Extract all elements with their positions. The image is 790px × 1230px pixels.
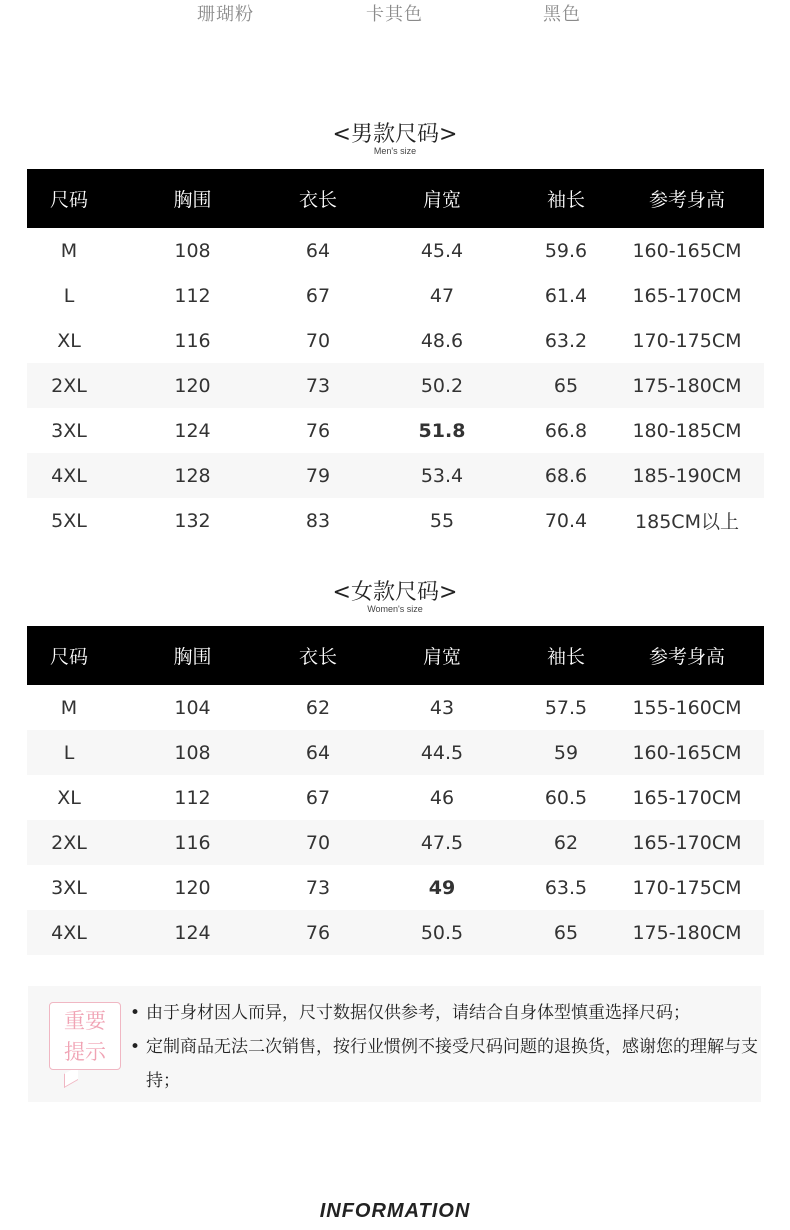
cell-sleeve: 61.4 (544, 284, 588, 307)
women-table-header (27, 626, 764, 685)
men-size-heading (0, 122, 790, 156)
cell-height: 160-165CM (610, 730, 764, 775)
women-size-table (27, 626, 764, 955)
color-options (0, 0, 790, 30)
women-title-suffix: > (439, 580, 458, 605)
cell-size: XL (57, 786, 81, 809)
cell-height: 180-185CM (632, 419, 742, 442)
men-header-length: 衣长 (274, 169, 362, 228)
women-subtitle: Women's size (367, 604, 423, 614)
color-label-coral: 珊瑚粉 (197, 4, 254, 25)
cell-chest: 120 (111, 363, 274, 408)
men-header-chest: 胸围 (111, 169, 274, 228)
cell-height: 185CM以上 (635, 511, 739, 533)
cell-height: 170-175CM (632, 876, 742, 899)
cell-height: 165-170CM (632, 786, 742, 809)
men-header-size: 尺码 (27, 169, 111, 228)
bullet-icon: • (130, 1037, 141, 1057)
cell-length: 76 (274, 910, 362, 955)
cell-shoulder: 43 (429, 696, 455, 719)
cell-shoulder: 53.4 (362, 453, 522, 498)
cell-length: 73 (305, 876, 331, 899)
table-row (27, 865, 764, 910)
cell-size: 2XL (27, 820, 111, 865)
cell-sleeve: 63.2 (544, 329, 588, 352)
cell-chest: 116 (174, 329, 211, 352)
notice-list (128, 996, 758, 1098)
women-header-size: 尺码 (27, 626, 111, 685)
cell-height: 175-180CM (610, 363, 764, 408)
table-row (27, 228, 764, 273)
cell-size: 2XL (27, 363, 111, 408)
cell-height: 185-190CM (610, 453, 764, 498)
cell-chest: 108 (111, 730, 274, 775)
cell-length: 73 (274, 363, 362, 408)
table-row (27, 408, 764, 453)
cell-chest: 108 (174, 239, 211, 262)
cell-chest: 120 (174, 876, 211, 899)
men-table-header (27, 169, 764, 228)
cell-length: 76 (305, 419, 331, 442)
cell-sleeve: 59.6 (544, 239, 588, 262)
cell-chest: 128 (111, 453, 274, 498)
cell-shoulder: 49 (428, 876, 456, 899)
cell-chest: 112 (174, 284, 211, 307)
women-title: 女款尺码 (350, 580, 439, 605)
women-header-shoulder: 肩宽 (362, 626, 522, 685)
table-row (27, 453, 764, 498)
bullet-icon: • (130, 1003, 141, 1023)
cell-sleeve: 66.8 (544, 419, 588, 442)
table-row (27, 775, 764, 820)
women-title-prefix: < (332, 580, 351, 605)
cell-chest: 116 (111, 820, 274, 865)
notice-item (128, 996, 758, 1030)
table-row (27, 273, 764, 318)
cell-height: 160-165CM (632, 239, 742, 262)
badge-line-1: 重要 (64, 1009, 106, 1033)
cell-shoulder: 44.5 (362, 730, 522, 775)
table-row (27, 318, 764, 363)
cell-length: 67 (305, 284, 331, 307)
cell-shoulder: 47 (429, 284, 455, 307)
cell-size: L (27, 730, 111, 775)
men-title: 男款尺码 (350, 122, 439, 147)
cell-length: 62 (305, 696, 331, 719)
cell-size: 5XL (51, 509, 87, 532)
cell-length: 70 (305, 329, 331, 352)
cell-sleeve: 57.5 (544, 696, 588, 719)
cell-chest: 124 (111, 910, 274, 955)
women-size-heading (0, 580, 790, 614)
cell-shoulder: 55 (429, 509, 455, 532)
men-header-height: 参考身高 (610, 169, 764, 228)
cell-sleeve: 68.6 (522, 453, 610, 498)
cell-shoulder: 51.8 (418, 419, 466, 442)
cell-sleeve: 65 (522, 910, 610, 955)
notice-item (128, 1030, 758, 1098)
cell-sleeve: 70.4 (544, 509, 588, 532)
cell-height: 155-160CM (632, 696, 742, 719)
cell-sleeve: 60.5 (544, 786, 588, 809)
cell-height: 175-180CM (610, 910, 764, 955)
women-header-sleeve: 袖长 (522, 626, 610, 685)
cell-size: M (60, 239, 78, 262)
cell-shoulder: 47.5 (362, 820, 522, 865)
cell-length: 79 (274, 453, 362, 498)
cell-size: 3XL (51, 419, 87, 442)
men-title-prefix: < (332, 122, 351, 147)
notice-text: 由于身材因人而异，尺寸数据仅供参考，请结合自身体型慎重选择尺码； (146, 1003, 690, 1023)
notice-text: 定制商品无法二次销售，按行业惯例不接受尺码问题的退换货，感谢您的理解与支持； (146, 1037, 758, 1091)
color-label-khaki: 卡其色 (366, 4, 423, 25)
men-size-table (27, 169, 764, 543)
table-row (27, 498, 764, 543)
cell-shoulder: 45.4 (420, 239, 464, 262)
color-label-black: 黑色 (543, 4, 581, 25)
cell-size: 3XL (51, 876, 87, 899)
men-title-suffix: > (439, 122, 458, 147)
men-subtitle: Men's size (373, 146, 417, 156)
men-header-sleeve: 袖长 (522, 169, 610, 228)
men-header-shoulder: 肩宽 (362, 169, 522, 228)
notice-box (28, 986, 761, 1102)
table-row (27, 730, 764, 775)
cell-size: 4XL (27, 453, 111, 498)
cell-shoulder: 50.5 (362, 910, 522, 955)
cell-height: 165-170CM (610, 820, 764, 865)
table-row (27, 363, 764, 408)
important-badge (49, 1002, 121, 1070)
cell-size: M (60, 696, 78, 719)
table-row (27, 685, 764, 730)
table-row (27, 910, 764, 955)
cell-chest: 124 (174, 419, 211, 442)
women-header-chest: 胸围 (111, 626, 274, 685)
cell-shoulder: 48.6 (420, 329, 464, 352)
cell-sleeve: 65 (522, 363, 610, 408)
cell-length: 64 (274, 730, 362, 775)
cell-length: 83 (305, 509, 331, 532)
cell-length: 70 (274, 820, 362, 865)
cell-chest: 132 (174, 509, 211, 532)
cell-shoulder: 50.2 (362, 363, 522, 408)
cell-height: 165-170CM (632, 284, 742, 307)
cell-size: L (63, 284, 75, 307)
cell-size: XL (57, 329, 81, 352)
table-row (27, 820, 764, 865)
cell-sleeve: 59 (522, 730, 610, 775)
cell-size: 4XL (27, 910, 111, 955)
cell-shoulder: 46 (429, 786, 455, 809)
cell-length: 64 (305, 239, 331, 262)
cell-sleeve: 63.5 (544, 876, 588, 899)
badge-line-2: 提示 (64, 1040, 106, 1064)
information-heading: INFORMATION (319, 1200, 471, 1222)
cell-chest: 104 (174, 696, 211, 719)
cell-sleeve: 62 (522, 820, 610, 865)
cell-height: 170-175CM (632, 329, 742, 352)
cell-length: 67 (305, 786, 331, 809)
women-header-height: 参考身高 (610, 626, 764, 685)
women-header-length: 衣长 (274, 626, 362, 685)
cell-chest: 112 (174, 786, 211, 809)
